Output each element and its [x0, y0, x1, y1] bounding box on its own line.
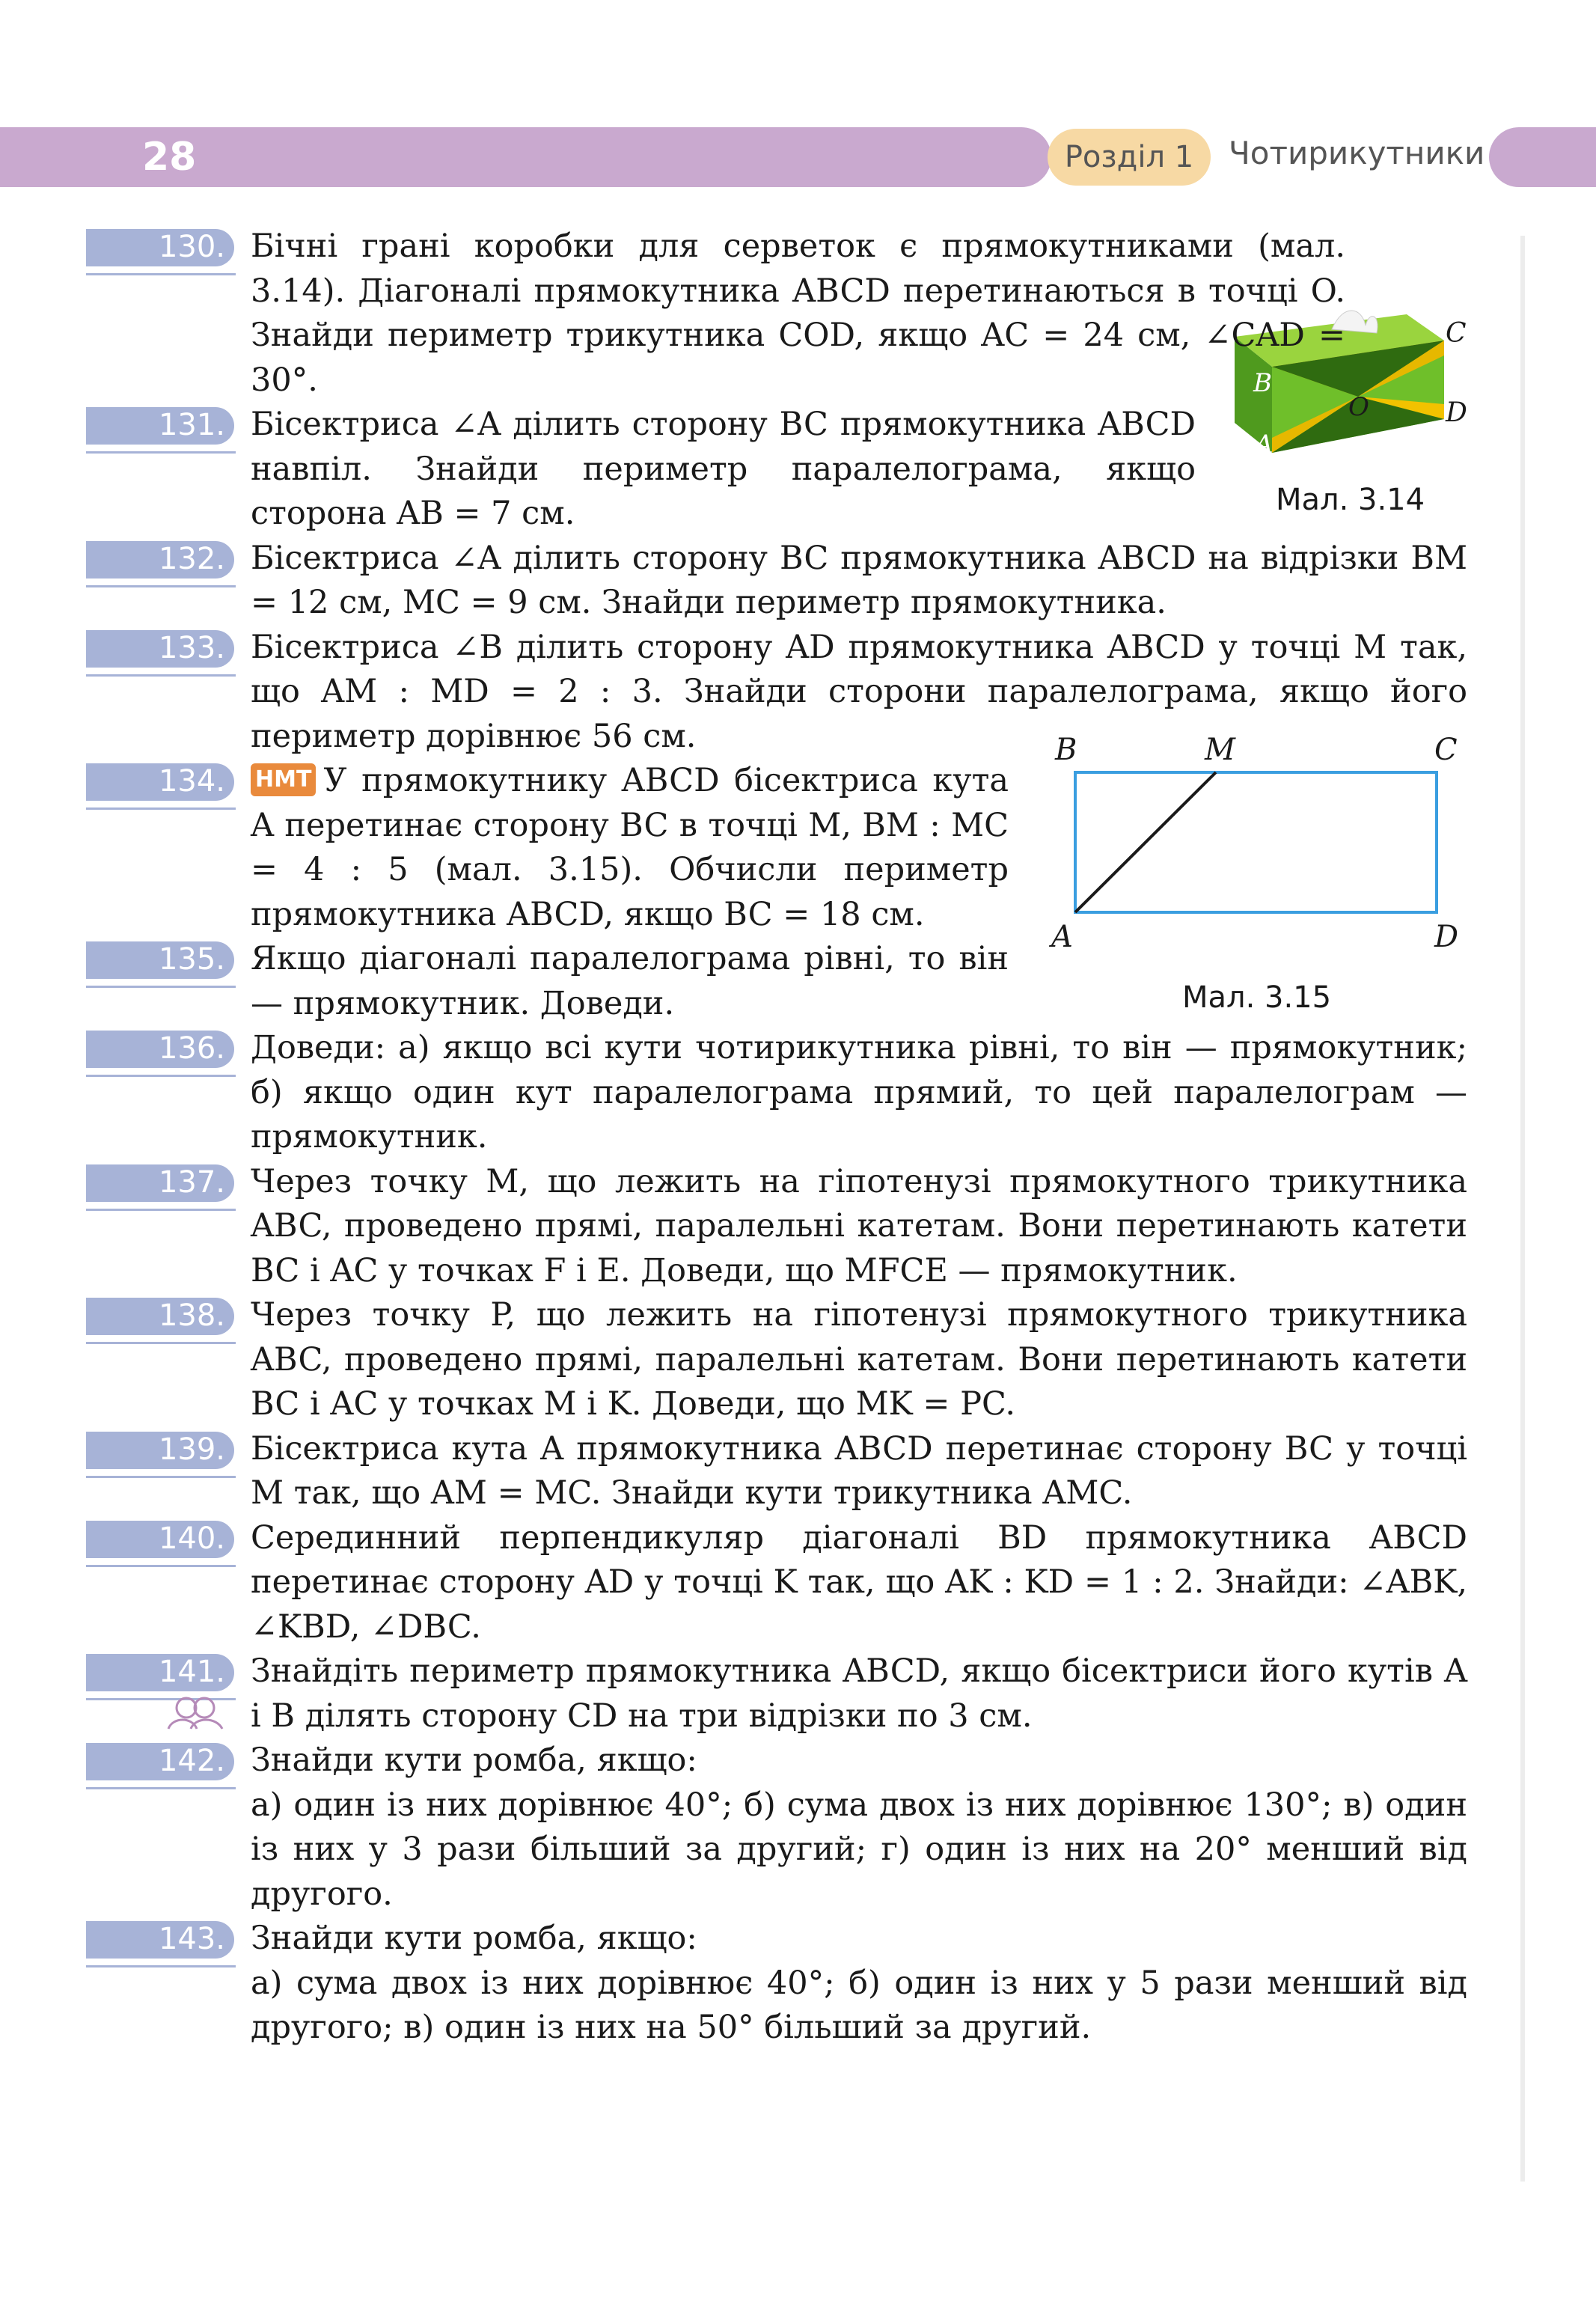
exercise-135 [158, 937, 1009, 1026]
exercise-number: 135. [86, 941, 234, 979]
exercise-text: Бісектриса ∠B ділить сторону AD прямокутника ABCD у точці M так, що AM : MD = 2 : 3. Знайди сторони паралелограма, якщо його периметр дорівнює 56 см. [251, 628, 1467, 755]
exercise-text: Знайди кути ромба, якщо: [251, 1741, 697, 1779]
exercise-number: 141. [86, 1654, 234, 1691]
exercise-number: 138. [86, 1298, 234, 1335]
exercise-number: 133. [86, 630, 234, 668]
group-work-icon [162, 1694, 230, 1732]
exercise-143 [158, 1917, 1467, 2051]
exercise-text: Знайди кути ромба, якщо: [251, 1920, 697, 1957]
hmt-badge: НМТ [251, 763, 316, 796]
exercise-130 [158, 225, 1345, 403]
exercise-number: 134. [86, 763, 234, 801]
exercise-text: Серединний перпендикуляр діагоналі BD прямокутника ABCD перетинає сторону AD у точці K так, що AK : KD = 1 : 2. Знайди: ∠ABK, ∠KBD, ∠DBC. [251, 1518, 1467, 1646]
fig-314-label-c: C [1446, 318, 1467, 349]
exercise-text: Бічні грані коробки для серветок є прямокутниками (мал. 3.14). Діагоналі прямокутника ABCD перетинаються в точці O. Знайди периметр трикутника COD, якщо AC = 24 см, ∠CAD = 30°. [251, 228, 1345, 399]
exercise-142 [158, 1738, 1467, 1917]
fig-314-label-o: O [1348, 392, 1369, 422]
header-tail [1489, 127, 1596, 187]
exercise-133 [158, 626, 1467, 760]
exercise-number: 132. [86, 541, 234, 578]
exercise-text: Бісектриса ∠A ділить сторону BC прямокутника ABCD на відрізки BM = 12 см, MC = 9 см. Знайди периметр прямокутника. [251, 539, 1467, 621]
section-label: Розділ 1 [1048, 129, 1211, 186]
exercise-text: Знайдіть периметр прямокутника ABCD, якщо бісектриси його кутів A і B ділять сторону CD на три відрізки по 3 см. [251, 1652, 1467, 1735]
fig-314-label-d: D [1446, 397, 1467, 428]
exercise-subitems: а) один із них дорівнює 40°; б) сума двох із них дорівнює 130°; в) один із них у 3 рази більший за другий; г) один із них на 20° менший від другого. [251, 1786, 1467, 1913]
fig-315-label-c: C [1434, 733, 1458, 767]
exercise-140 [158, 1516, 1467, 1650]
exercise-131 [158, 403, 1196, 537]
fig-315-label-b: B [1055, 733, 1077, 767]
exercise-number: 142. [86, 1743, 234, 1780]
exercise-text: Доведи: а) якщо всі кути чотирикутника рівні, то він — прямокутник; б) якщо один кут паралелограма прямий, то цей паралелограм — прямокутник. [251, 1029, 1467, 1156]
exercise-139 [158, 1427, 1467, 1516]
exercise-number: 130. [86, 229, 234, 266]
exercise-138 [158, 1293, 1467, 1427]
exercise-134 [158, 759, 1009, 937]
exercise-text: Бісектриса кута A прямокутника ABCD перетинає сторону BC у точці M так, що AM = MC. Знайди кути трикутника AMC. [251, 1429, 1467, 1512]
fig-315-label-a: A [1051, 920, 1073, 954]
fig-314-caption: Мал. 3.14 [1276, 483, 1425, 517]
fig-315-label-d: D [1434, 920, 1459, 954]
exercise-number: 137. [86, 1164, 234, 1202]
fig-314-label-b: B [1253, 368, 1272, 398]
exercise-141 [158, 1649, 1467, 1738]
exercise-137 [158, 1160, 1467, 1294]
chapter-title: Чотирикутники [1229, 135, 1485, 171]
exercise-subitems: а) сума двох із них дорівнює 40°; б) один із них у 5 рази менший від другого; в) один із них на 50° більший за другий. [251, 1964, 1467, 2046]
exercise-136 [158, 1026, 1467, 1160]
exercise-number: 143. [86, 1921, 234, 1959]
exercise-list [0, 225, 1596, 2051]
exercise-text: Через точку P, що лежить на гіпотенузі прямокутного трикутника ABC, проведено прямі, паралельні катетам. Вони перетинають катети BC і AC у точках M і K. Доведи, що MK = PC. [251, 1296, 1467, 1423]
fig-314-label-a: A [1255, 430, 1274, 460]
exercise-text [251, 759, 1009, 937]
exercise-number: 136. [86, 1031, 234, 1068]
exercise-text: Бісектриса ∠A ділить сторону BC прямокутника ABCD навпіл. Знайди периметр паралелограма, якщо сторона AB = 7 см. [251, 406, 1196, 532]
exercise-number: 140. [86, 1521, 234, 1558]
exercise-134-text: У прямокутнику ABCD бісектриса кута A перетинає сторону BC в точці M, BM : MC = 4 : 5 (мал. 3.15). Обчисли периметр прямокутника ABCD, якщо BC = 18 см. [251, 762, 1009, 933]
exercise-number: 131. [86, 407, 234, 445]
exercise-number: 139. [86, 1432, 234, 1469]
exercise-text: Через точку M, що лежить на гіпотенузі прямокутного трикутника ABC, проведено прямі, паралельні катетам. Вони перетинають катети BC і AC у точках F і E. Доведи, що MFCE — прямокутник. [251, 1162, 1467, 1289]
exercise-132 [158, 537, 1467, 626]
fig-315-label-m: M [1205, 733, 1235, 767]
fig-315-caption: Мал. 3.15 [1182, 980, 1332, 1015]
page-number: 28 [142, 135, 197, 180]
exercise-text: Якщо діагоналі паралелограма рівні, то він — прямокутник. Доведи. [251, 940, 1009, 1022]
